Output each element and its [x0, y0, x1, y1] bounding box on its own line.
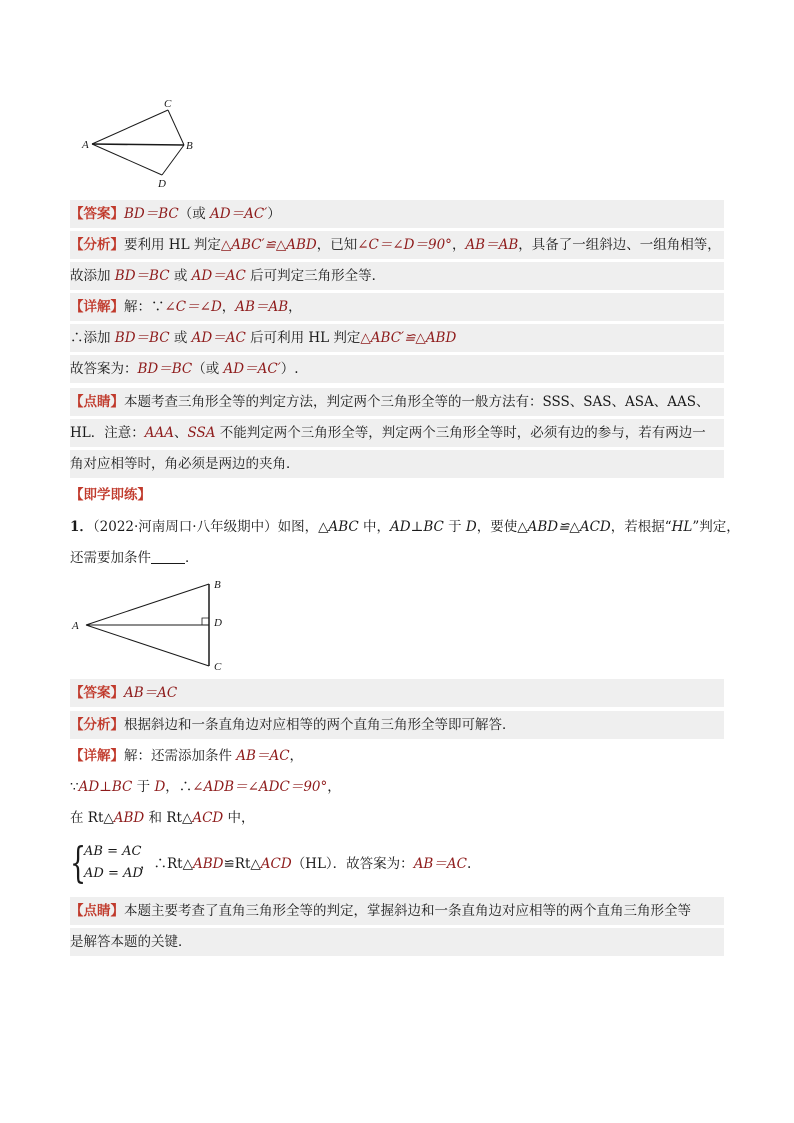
detail-text: ∵	[70, 779, 79, 795]
label-b: B	[186, 140, 193, 152]
analysis-tag: 【分析】	[70, 717, 124, 733]
detail-math: AB＝AB	[235, 299, 289, 315]
detail-math: △ABC′≌△ABD	[360, 330, 457, 346]
detail-math: AB＝AC	[413, 856, 467, 872]
comment-line-2	[70, 419, 724, 447]
question-1-line-2	[70, 544, 724, 572]
segment-ab	[92, 144, 184, 145]
answer-math: BD＝BC	[124, 206, 179, 222]
segment-cb	[168, 110, 184, 145]
detail-math: ACD	[260, 856, 292, 872]
comment-math: AAA	[144, 425, 174, 441]
detail-text: 故答案为：	[70, 361, 138, 377]
detail-text: ，	[221, 299, 236, 315]
detail-math: ABD	[192, 856, 224, 872]
detail-math: ABD	[113, 810, 145, 826]
question-text: 中，	[358, 519, 391, 535]
q1-comment-line-2	[70, 928, 724, 956]
q1-detail-line-1	[70, 742, 724, 770]
detail-text: 解：∵	[124, 299, 165, 315]
question-math: AD⊥BC	[390, 519, 444, 535]
detail-text: ≌Rt△	[223, 856, 261, 872]
comment-tag: 【点睛】	[70, 394, 124, 410]
question-math: D	[465, 519, 477, 535]
label-d: D	[214, 617, 222, 629]
analysis-math: AD＝AC	[191, 268, 246, 284]
question-math: △ABC	[318, 519, 359, 535]
detail-math: BD＝BC	[137, 361, 193, 377]
comment-text: 本题考查三角形全等的判定方法，判定两个三角形全等的一般方法有：SSS、SAS、ASA、AAS、	[124, 394, 710, 410]
analysis-line-2	[70, 262, 724, 290]
answer-blank[interactable]	[151, 547, 185, 564]
detail-text: 后可利用 HL 判定	[245, 330, 361, 346]
q1-detail-line-3	[70, 804, 724, 832]
detail-math: AD⊥BC	[78, 779, 133, 795]
q1-analysis-line	[70, 711, 724, 739]
system-row-1: AB = AC	[84, 844, 142, 859]
detail-text: （或	[192, 361, 224, 377]
analysis-line-1	[70, 231, 724, 259]
question-number: 1．	[70, 519, 93, 535]
answer-math-alt: AD＝AC′	[210, 206, 268, 222]
system-row-2: AD = AD	[84, 866, 143, 881]
answer-line	[70, 200, 724, 228]
detail-text: ，	[289, 748, 304, 764]
detail-tag: 【详解】	[70, 299, 124, 315]
q1-comment-line-1	[70, 897, 724, 925]
equation-system	[70, 838, 724, 888]
detail-text: （HL）．故答案为：	[291, 856, 414, 872]
right-angle-mark	[202, 618, 209, 625]
answer-tag: 【答案】	[70, 685, 124, 701]
detail-text: ）.	[280, 361, 299, 377]
comment-text: 不能判定两个三角形全等，判定两个三角形全等时，必须有边的参与，若有两边一	[215, 425, 706, 441]
answer-tag: 【答案】	[70, 206, 124, 222]
detail-text: ，	[288, 299, 302, 315]
kite-figure	[78, 95, 208, 195]
analysis-text: 后可判定三角形全等．	[245, 268, 386, 284]
detail-text: 在 Rt△	[70, 810, 114, 826]
comment-text: HL．注意：	[70, 425, 145, 441]
triangle-figure	[66, 576, 236, 676]
practice-heading	[70, 481, 724, 509]
label-a: A	[72, 620, 79, 632]
detail-math: ∠C＝∠D	[164, 299, 222, 315]
comment-text: 是解答本题的关键．	[70, 934, 192, 950]
question-math: △ABD≌△ACD	[517, 519, 611, 535]
label-b: B	[214, 579, 221, 591]
system-conclusion	[140, 852, 471, 872]
question-text: （2022·河南周口·八年级期中）如图，	[92, 519, 319, 535]
detail-text: 和 Rt△	[144, 810, 193, 826]
q1-detail-line-2	[70, 773, 724, 801]
comment-math: SSA	[187, 425, 216, 441]
analysis-text: 根据斜边和一条直角边对应相等的两个直角三角形全等即可解答．	[124, 717, 516, 733]
detail-text: 中，	[223, 810, 255, 826]
segment-db	[162, 145, 184, 175]
label-c: C	[214, 661, 222, 673]
comment-line-3	[70, 450, 724, 478]
detail-math: AB＝AC	[236, 748, 290, 764]
detail-math: D	[154, 779, 166, 795]
label-a: A	[82, 139, 89, 151]
detail-text: ，∴	[165, 779, 193, 795]
detail-tag: 【详解】	[70, 748, 124, 764]
answer-math: AB＝AC	[124, 685, 178, 701]
question-text: 还需要加条件	[70, 550, 151, 566]
segment-ac	[86, 625, 209, 666]
detail-text: ∴添加	[70, 330, 115, 346]
segment-ab	[86, 584, 209, 625]
detail-math: ∠ADB＝∠ADC＝90°	[192, 779, 328, 795]
comment-text: 本题主要考查了直角三角形全等的判定，掌握斜边和一条直角边对应相等的两个直角三角形全等	[124, 903, 691, 919]
detail-text: ，	[327, 779, 341, 795]
detail-line-3	[70, 355, 724, 383]
detail-text: 解：还需添加条件	[124, 748, 237, 764]
detail-math: AD＝AC	[191, 330, 246, 346]
question-text: 于	[443, 519, 466, 535]
detail-text: 于	[132, 779, 155, 795]
segment-ad	[92, 144, 162, 175]
detail-text: 或	[169, 330, 192, 346]
question-math: HL	[671, 519, 693, 535]
analysis-text: 故添加	[70, 268, 115, 284]
detail-line-1	[70, 293, 724, 321]
analysis-text: ，具备了一组斜边、一组角相等，	[518, 237, 721, 253]
analysis-math: ∠C＝∠D＝90°	[357, 237, 452, 253]
comment-text: 角对应相等时，角必须是两边的夹角．	[70, 456, 300, 472]
practice-heading-text: 【即学即练】	[70, 487, 151, 503]
question-text: ”判定，	[692, 519, 740, 535]
segment-ac	[92, 110, 168, 144]
analysis-text: ，已知	[316, 237, 358, 253]
label-d: D	[158, 178, 166, 190]
question-text: ．	[185, 550, 199, 566]
brace-symbol: {	[70, 838, 87, 887]
analysis-text: ，	[451, 237, 466, 253]
analysis-math: △ABC′≌△ABD	[220, 237, 317, 253]
comment-tag: 【点睛】	[70, 903, 124, 919]
answer-close: ）	[267, 206, 281, 222]
analysis-text: 要利用 HL 判定	[124, 237, 221, 253]
label-c: C	[164, 98, 172, 110]
analysis-math: BD＝BC	[114, 268, 170, 284]
analysis-math: AB＝AB	[465, 237, 519, 253]
detail-math: BD＝BC	[114, 330, 170, 346]
question-1-line-1	[70, 513, 740, 541]
question-text: ，若根据“	[610, 519, 672, 535]
analysis-text: 或	[169, 268, 192, 284]
detail-math: AD＝AC′	[223, 361, 281, 377]
comment-text: 、	[174, 425, 188, 441]
detail-line-2	[70, 324, 724, 352]
detail-math: ACD	[192, 810, 224, 826]
detail-text: ，∴Rt△	[140, 856, 193, 872]
q1-answer-line	[70, 679, 724, 707]
detail-text: .	[466, 856, 472, 872]
question-text: ，要使	[476, 519, 518, 535]
comment-line-1	[70, 388, 724, 416]
answer-text: （或	[178, 206, 211, 222]
analysis-tag: 【分析】	[70, 237, 124, 253]
